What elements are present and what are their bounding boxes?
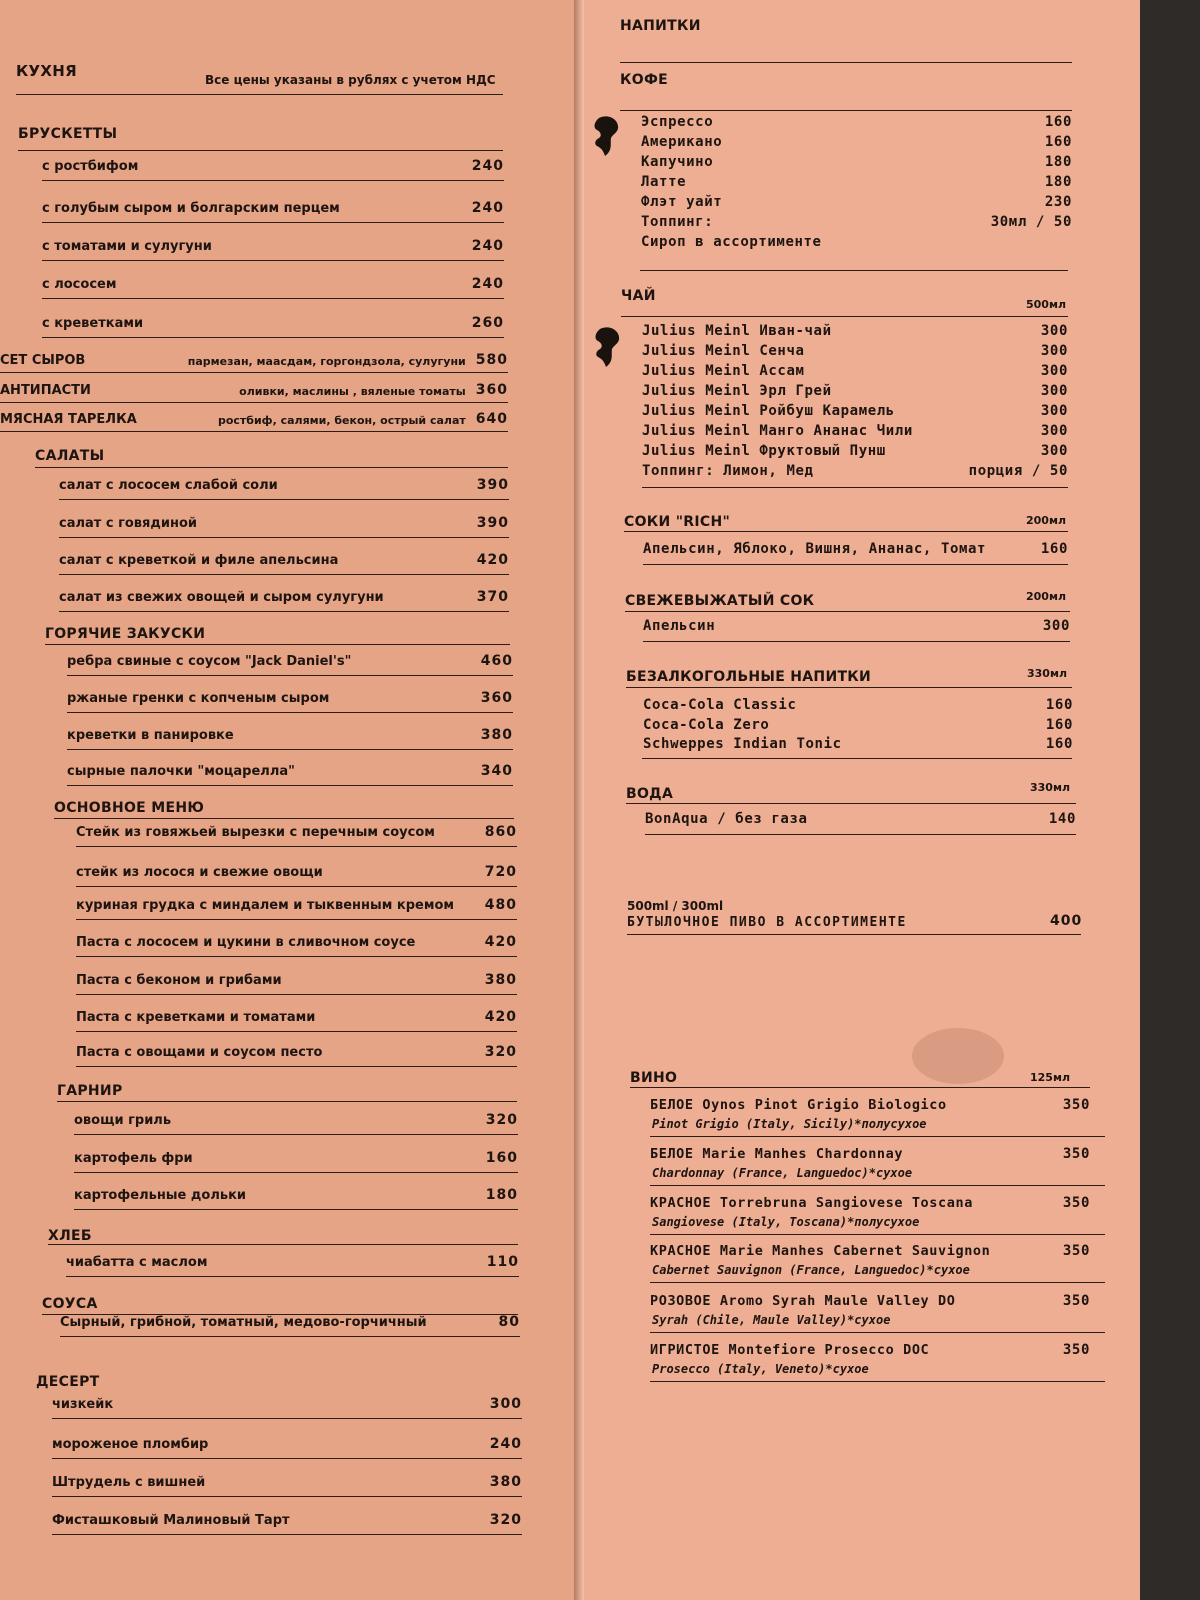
divider — [42, 337, 504, 338]
coffee-bird-logo-icon — [591, 114, 621, 158]
item-name: ребра свиные с соусом "Jack Daniel's" — [67, 654, 352, 669]
item-name: картофель фри — [74, 1151, 193, 1166]
menu-item — [42, 238, 504, 254]
item-name: креветки в панировке — [67, 728, 234, 743]
category-fresh-juice: СВЕЖЕВЫЖАТЫЙ СОК — [625, 593, 815, 609]
item-name: сырные палочки "моцарелла" — [67, 764, 295, 779]
divider — [67, 785, 513, 786]
category-wine: ВИНО — [630, 1070, 678, 1086]
item-name: БЕЛОЕ Marie Manhes Chardonnay — [650, 1146, 904, 1162]
item-name: Julius Meinl Ассам — [642, 363, 805, 379]
item-description: Sangiovese (Italy, Toscana)*полусухое — [652, 1215, 920, 1229]
item-price: 260 — [471, 315, 504, 331]
item-description: Chardonnay (France, Languedoc)*сухое — [652, 1166, 913, 1180]
item-price: 350 — [1062, 1342, 1090, 1358]
menu-item — [67, 763, 513, 779]
item-name: Julius Meinl Фруктовый Пунш — [642, 443, 886, 459]
divider — [650, 1185, 1105, 1186]
item-price: 420 — [476, 552, 509, 568]
item-name: салат с говядиной — [59, 516, 197, 531]
item-price: 300 — [1042, 618, 1070, 634]
item-price: 480 — [484, 897, 517, 913]
item-description: ростбиф, салями, бекон, острый салат — [217, 414, 466, 427]
item-name: Штрудель с вишней — [52, 1475, 206, 1490]
divider — [59, 499, 509, 500]
divider — [45, 644, 510, 645]
divider — [52, 1458, 522, 1459]
item-price: 240 — [471, 200, 504, 216]
item-name: Julius Meinl Ройбуш Карамель — [642, 403, 895, 419]
item-name: с голубым сыром и болгарским перцем — [42, 201, 340, 216]
item-name: Julius Meinl Сенча — [642, 343, 805, 359]
platter-item — [0, 382, 508, 398]
menu-item — [52, 1474, 522, 1490]
item-price: 420 — [484, 1009, 517, 1025]
menu-item — [641, 114, 1072, 130]
item-price: 380 — [484, 972, 517, 988]
divider — [76, 1066, 517, 1067]
item-name: Coca-Cola Classic — [643, 697, 797, 713]
divider — [650, 1234, 1105, 1235]
menu-item — [76, 864, 517, 880]
item-price: порция / 50 — [968, 463, 1068, 479]
menu-item — [74, 1112, 518, 1128]
item-price: 300 — [1040, 323, 1068, 339]
water-volume: 330мл — [1030, 781, 1071, 794]
category-dessert: ДЕСЕРТ — [36, 1374, 100, 1390]
item-price: 300 — [1040, 363, 1068, 379]
category-sauces: СОУСА — [42, 1296, 98, 1312]
item-name: картофельные дольки — [74, 1188, 247, 1203]
fresh-volume: 200мл — [1026, 590, 1067, 603]
item-name: куриная грудка с миндалем и тыквенным кремом — [76, 898, 455, 913]
background-edge — [1140, 0, 1200, 1600]
item-price: 300 — [1040, 383, 1068, 399]
divider — [625, 611, 1070, 612]
wine-item — [650, 1243, 1090, 1259]
wine-item — [650, 1342, 1090, 1358]
menu-item — [74, 1187, 518, 1203]
divider — [650, 1282, 1105, 1283]
item-price: 160 — [1045, 717, 1073, 733]
divider — [48, 1244, 518, 1245]
divider — [0, 372, 508, 373]
menu-item — [59, 515, 509, 531]
menu-item — [76, 897, 517, 913]
divider — [0, 402, 508, 403]
item-name: Сироп в ассортименте — [641, 234, 822, 250]
item-price: 350 — [1062, 1293, 1090, 1309]
section-title-kitchen: КУХНЯ — [16, 62, 77, 80]
item-name: АНТИПАСТИ — [0, 383, 91, 398]
menu-item — [642, 363, 1068, 379]
menu-item — [76, 1009, 517, 1025]
menu-item — [52, 1512, 522, 1528]
item-name: Julius Meinl Иван-чай — [642, 323, 832, 339]
divider — [67, 712, 513, 713]
item-price: 320 — [489, 1512, 522, 1528]
item-name: стейк из лосося и свежие овощи — [76, 865, 323, 880]
item-name: Паста с креветками и томатами — [76, 1010, 316, 1025]
item-name: Сырный, грибной, томатный, медово-горчичный — [60, 1315, 427, 1330]
item-name: с креветками — [42, 316, 144, 331]
soft-volume: 330мл — [1027, 667, 1068, 680]
divider — [642, 758, 1072, 759]
item-name: Фисташковый Малиновый Тарт — [52, 1513, 290, 1528]
divider — [42, 222, 504, 223]
item-price: 350 — [1062, 1195, 1090, 1211]
menu-item — [42, 158, 504, 174]
divider — [52, 1418, 522, 1419]
item-name: БЕЛОЕ Oynos Pinot Grigio Biologico — [650, 1097, 947, 1113]
wine-item — [650, 1293, 1090, 1309]
category-bruschetta: БРУСКЕТТЫ — [18, 126, 118, 142]
category-coffee: КОФЕ — [620, 72, 668, 88]
divider — [42, 298, 504, 299]
menu-item — [42, 276, 504, 292]
divider — [620, 62, 1072, 63]
item-price: 390 — [476, 477, 509, 493]
item-price: 160 — [1044, 134, 1072, 150]
item-price: 340 — [480, 763, 513, 779]
item-price: 360 — [475, 382, 508, 398]
item-name: ИГРИСТОЕ Montefiore Prosecco DOC — [650, 1342, 930, 1358]
menu-item — [642, 443, 1068, 459]
item-name: салат из свежих овощей и сыром сулугуни — [59, 590, 384, 605]
item-name: Паста с беконом и грибами — [76, 973, 282, 988]
divider — [645, 834, 1076, 835]
item-name: МЯСНАЯ ТАРЕЛКА — [0, 412, 137, 427]
beer-price: 400 — [1050, 913, 1083, 929]
item-price: 300 — [489, 1396, 522, 1412]
divider — [52, 1496, 522, 1497]
item-name: Стейк из говяжьей вырезки с перечным соусом — [76, 825, 435, 840]
category-main-menu: ОСНОВНОЕ МЕНЮ — [54, 800, 205, 816]
menu-item — [643, 697, 1073, 713]
item-name: с лососем — [42, 277, 117, 292]
menu-item — [641, 194, 1072, 210]
menu-item — [641, 134, 1072, 150]
beer-volume: 500ml / 300ml — [627, 899, 724, 913]
item-price: 160 — [485, 1150, 518, 1166]
menu-item — [67, 690, 513, 706]
category-soft-drinks: БЕЗАЛКОГОЛЬНЫЕ НАПИТКИ — [626, 669, 872, 685]
divider — [630, 1087, 1090, 1088]
divider — [76, 956, 517, 957]
divider — [57, 1101, 517, 1102]
item-name: КРАСНОЕ Marie Manhes Cabernet Sauvignon — [650, 1243, 991, 1259]
menu-item — [642, 423, 1068, 439]
item-description: Pinot Grigio (Italy, Sicily)*полусухое — [652, 1117, 927, 1131]
divider — [640, 270, 1068, 271]
category-water: ВОДА — [626, 786, 674, 802]
menu-item — [643, 618, 1070, 634]
divider — [16, 94, 503, 95]
divider — [35, 467, 508, 468]
divider — [650, 1332, 1105, 1333]
item-price: 360 — [480, 690, 513, 706]
item-name: Schweppes Indian Tonic — [643, 736, 842, 752]
divider — [42, 260, 504, 261]
item-name: чизкейк — [52, 1397, 114, 1412]
item-name: Флэт уайт — [641, 194, 723, 210]
item-price: 300 — [1040, 443, 1068, 459]
item-price: 350 — [1062, 1243, 1090, 1259]
divider — [76, 994, 517, 995]
divider — [52, 1534, 522, 1535]
item-price: 160 — [1044, 114, 1072, 130]
category-tea: ЧАЙ — [621, 288, 656, 304]
divider — [76, 919, 517, 920]
menu-item — [42, 315, 504, 331]
item-description: оливки, маслины , вяленые томаты — [239, 385, 466, 398]
divider — [67, 675, 513, 676]
item-name: салат с креветкой и филе апельсина — [59, 553, 339, 568]
item-description: Cabernet Sauvignon (France, Languedoc)*сухое — [652, 1263, 970, 1277]
tea-volume: 500мл — [1026, 298, 1067, 311]
item-price: 180 — [1044, 154, 1072, 170]
divider — [621, 316, 1068, 317]
platter-item — [0, 411, 508, 427]
item-name: ржаные гренки с копченым сыром — [67, 691, 330, 706]
divider — [650, 1136, 1105, 1137]
item-price: 580 — [475, 352, 508, 368]
menu-item — [76, 1044, 517, 1060]
divider — [74, 1172, 518, 1173]
item-name: Julius Meinl Манго Ананас Чили — [642, 423, 913, 439]
item-name: Апельсин — [643, 618, 716, 634]
item-price: 300 — [1040, 423, 1068, 439]
item-price: 160 — [1040, 541, 1068, 557]
item-name: салат с лососем слабой соли — [59, 478, 278, 493]
menu-item — [74, 1150, 518, 1166]
item-name: Топпинг: Лимон, Мед — [642, 463, 814, 479]
price-note: Все цены указаны в рублях с учетом НДС — [205, 73, 496, 87]
divider — [643, 564, 1068, 565]
item-price: 140 — [1048, 811, 1076, 827]
item-name: Латте — [641, 174, 687, 190]
item-name: Паста с лососем и цукини в сливочном соусе — [76, 935, 416, 950]
wine-item — [650, 1097, 1090, 1113]
item-name: Эспрессо — [641, 114, 714, 130]
divider — [60, 1336, 520, 1337]
item-name: Julius Meinl Эрл Грей — [642, 383, 832, 399]
category-bread: ХЛЕБ — [48, 1228, 92, 1244]
menu-item — [59, 477, 509, 493]
menu-item — [76, 824, 517, 840]
divider — [59, 537, 509, 538]
item-price: 240 — [471, 238, 504, 254]
item-price: 460 — [480, 653, 513, 669]
item-name: КРАСНОЕ Torrebruna Sangiovese Toscana — [650, 1195, 973, 1211]
menu-item — [52, 1396, 522, 1412]
menu-item — [641, 214, 1072, 230]
item-description: пармезан, маасдам, горгондзола, сулугуни — [187, 355, 466, 368]
menu-item — [642, 463, 1068, 479]
item-price: 30мл / 50 — [990, 214, 1072, 230]
menu-item — [641, 234, 1072, 250]
item-price: 320 — [484, 1044, 517, 1060]
divider — [67, 749, 513, 750]
menu-item — [641, 154, 1072, 170]
divider — [59, 574, 509, 575]
divider — [76, 886, 517, 887]
divider — [18, 150, 503, 151]
item-name: Американо — [641, 134, 723, 150]
divider — [74, 1209, 518, 1210]
menu-item — [642, 343, 1068, 359]
divider — [642, 487, 1068, 488]
menu-item — [42, 200, 504, 216]
menu-spine — [574, 0, 584, 1600]
item-price: 380 — [480, 727, 513, 743]
wine-item — [650, 1195, 1090, 1211]
item-price: 240 — [471, 158, 504, 174]
beer-name: БУТЫЛОЧНОЕ ПИВО В АССОРТИМЕНТЕ — [627, 915, 907, 930]
divider — [626, 803, 1076, 804]
divider — [643, 641, 1070, 642]
section-title-drinks: НАПИТКИ — [620, 18, 701, 34]
divider — [0, 431, 508, 432]
category-garnish: ГАРНИР — [57, 1083, 123, 1099]
item-price: 240 — [471, 276, 504, 292]
divider — [650, 1381, 1105, 1382]
item-price: 370 — [476, 589, 509, 605]
item-price: 350 — [1062, 1097, 1090, 1113]
divider — [76, 846, 517, 847]
item-price: 720 — [484, 864, 517, 880]
menu-item — [59, 552, 509, 568]
item-name: BonAqua / без газа — [645, 811, 808, 827]
item-price: 80 — [498, 1314, 520, 1330]
menu-item — [645, 811, 1076, 827]
item-price: 300 — [1040, 343, 1068, 359]
divider — [626, 687, 1072, 688]
item-price: 320 — [485, 1112, 518, 1128]
menu-item — [76, 934, 517, 950]
divider — [624, 531, 1068, 532]
divider — [54, 818, 514, 819]
divider — [620, 110, 1072, 111]
juice-volume: 200мл — [1026, 514, 1067, 527]
divider — [59, 611, 509, 612]
item-price: 860 — [484, 824, 517, 840]
platter-right — [239, 382, 508, 398]
item-name: СЕТ СЫРОВ — [0, 353, 86, 368]
divider — [76, 1031, 517, 1032]
item-price: 180 — [1044, 174, 1072, 190]
item-price: 160 — [1045, 736, 1073, 752]
category-salads: САЛАТЫ — [35, 448, 105, 464]
item-description: Prosecco (Italy, Veneto)*сухое — [652, 1362, 869, 1376]
menu-item — [66, 1254, 519, 1270]
menu-item — [52, 1436, 522, 1452]
item-price: 230 — [1044, 194, 1072, 210]
divider — [74, 1134, 518, 1135]
menu-item — [642, 403, 1068, 419]
item-price: 380 — [489, 1474, 522, 1490]
menu-item — [643, 541, 1068, 557]
divider — [66, 1276, 519, 1277]
platter-right — [218, 411, 508, 427]
item-name: с ростбифом — [42, 159, 139, 174]
menu-item — [641, 174, 1072, 190]
divider — [42, 180, 504, 181]
item-name: мороженое пломбир — [52, 1437, 209, 1452]
wine-item — [650, 1146, 1090, 1162]
category-juice: СОКИ "RICH" — [624, 514, 731, 530]
item-name: Капучино — [641, 154, 714, 170]
item-name: Coca-Cola Zero — [643, 717, 770, 733]
item-price: 390 — [476, 515, 509, 531]
tea-bird-logo-icon — [592, 325, 622, 369]
item-price: 640 — [475, 411, 508, 427]
item-name: овощи гриль — [74, 1113, 172, 1128]
item-description: Syrah (Chile, Maule Valley)*сухое — [652, 1313, 891, 1327]
item-name: РОЗОВОЕ Aromo Syrah Maule Valley DO — [650, 1293, 956, 1309]
menu-item — [642, 323, 1068, 339]
item-price: 240 — [489, 1436, 522, 1452]
menu-item — [67, 653, 513, 669]
item-name: Паста с овощами и соусом песто — [76, 1045, 323, 1060]
menu-item — [643, 736, 1073, 752]
wine-volume: 125мл — [1030, 1071, 1071, 1084]
item-price: 420 — [484, 934, 517, 950]
category-hot-appetizers: ГОРЯЧИЕ ЗАКУСКИ — [45, 626, 206, 642]
item-price: 110 — [486, 1254, 519, 1270]
item-price: 350 — [1062, 1146, 1090, 1162]
stain-mark — [912, 1028, 1004, 1084]
item-name: чиабатта с маслом — [66, 1255, 208, 1270]
item-name: Топпинг: — [641, 214, 714, 230]
platter-right — [188, 352, 508, 368]
menu-item — [642, 383, 1068, 399]
item-price: 300 — [1040, 403, 1068, 419]
menu-item — [60, 1314, 520, 1330]
divider — [627, 934, 1081, 935]
menu-item — [67, 727, 513, 743]
menu-item — [59, 589, 509, 605]
item-price: 180 — [485, 1187, 518, 1203]
item-name: Апельсин, Яблоко, Вишня, Ананас, Томат — [643, 541, 987, 557]
item-name: с томатами и сулугуни — [42, 239, 212, 254]
item-price: 160 — [1045, 697, 1073, 713]
platter-item — [0, 352, 508, 368]
menu-item — [643, 717, 1073, 733]
menu-item — [76, 972, 517, 988]
